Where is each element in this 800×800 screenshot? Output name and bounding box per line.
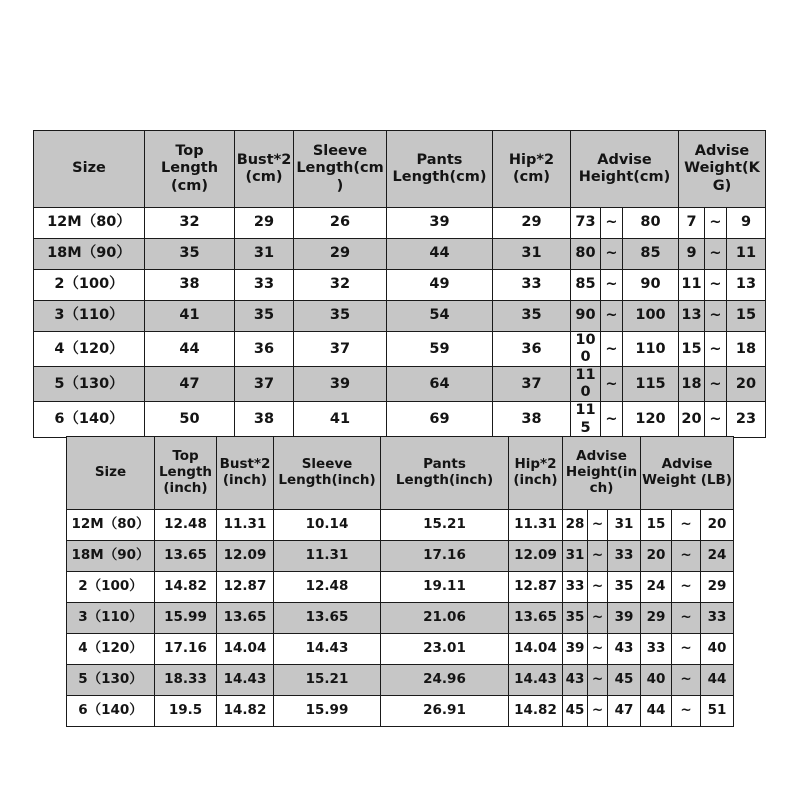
cell-bust2: 37 bbox=[235, 367, 294, 402]
cell-advise_weight-min: 11 bbox=[679, 270, 705, 301]
size-chart-cm-header bbox=[34, 131, 766, 208]
cell-advise_weight-min: 20 bbox=[641, 541, 672, 572]
column-header-hip2: Hip*2 (inch) bbox=[509, 437, 563, 510]
header-row bbox=[67, 437, 734, 510]
cell-advise_height-min: 33 bbox=[563, 572, 588, 603]
cell-advise_height-max: 35 bbox=[608, 572, 641, 603]
cell-hip2: 31 bbox=[493, 239, 571, 270]
cell-advise_height-min: 45 bbox=[563, 696, 588, 727]
cell-advise_weight-min: 40 bbox=[641, 665, 672, 696]
cell-advise_height-separator: ~ bbox=[588, 603, 608, 634]
cell-top_length: 14.82 bbox=[155, 572, 217, 603]
cell-hip2: 13.65 bbox=[509, 603, 563, 634]
cell-advise_weight-separator: ~ bbox=[672, 572, 701, 603]
cell-bust2: 14.04 bbox=[217, 634, 274, 665]
cell-pants_length: 64 bbox=[387, 367, 493, 402]
cell-sleeve_length: 29 bbox=[294, 239, 387, 270]
cell-advise_weight-max: 9 bbox=[727, 208, 766, 239]
cell-advise_height-max: 43 bbox=[608, 634, 641, 665]
cell-advise_height-separator: ~ bbox=[588, 572, 608, 603]
cell-size: 12M（80） bbox=[34, 208, 145, 239]
cell-hip2: 36 bbox=[493, 332, 571, 367]
cell-advise_weight-min: 15 bbox=[641, 510, 672, 541]
cell-pants_length: 26.91 bbox=[381, 696, 509, 727]
cell-advise_weight-max: 29 bbox=[701, 572, 734, 603]
cell-advise_weight-min: 18 bbox=[679, 367, 705, 402]
cell-advise_weight-min: 44 bbox=[641, 696, 672, 727]
column-header-size: Size bbox=[67, 437, 155, 510]
cell-advise_height-max: 47 bbox=[608, 696, 641, 727]
size-chart-inch-table bbox=[66, 436, 734, 727]
cell-advise_height-min: 31 bbox=[563, 541, 588, 572]
column-header-bust2: Bust*2 (inch) bbox=[217, 437, 274, 510]
cell-advise_height-min: 39 bbox=[563, 634, 588, 665]
cell-bust2: 12.87 bbox=[217, 572, 274, 603]
cell-advise_height-min: 85 bbox=[571, 270, 601, 301]
cell-advise_height-max: 45 bbox=[608, 665, 641, 696]
cell-hip2: 33 bbox=[493, 270, 571, 301]
cell-advise_weight-min: 15 bbox=[679, 332, 705, 367]
cell-top_length: 41 bbox=[145, 301, 235, 332]
cell-advise_weight-separator: ~ bbox=[672, 696, 701, 727]
cell-advise_height-separator: ~ bbox=[601, 402, 623, 437]
cell-pants_length: 23.01 bbox=[381, 634, 509, 665]
size-chart-inch-body bbox=[67, 510, 734, 727]
cell-advise_height-separator: ~ bbox=[601, 270, 623, 301]
cell-top_length: 38 bbox=[145, 270, 235, 301]
cell-advise_height-separator: ~ bbox=[588, 541, 608, 572]
table-row bbox=[67, 603, 734, 634]
cell-advise_height-min: 35 bbox=[563, 603, 588, 634]
cell-hip2: 14.43 bbox=[509, 665, 563, 696]
cell-pants_length: 39 bbox=[387, 208, 493, 239]
cell-advise_weight-min: 24 bbox=[641, 572, 672, 603]
cell-size: 3（110） bbox=[34, 301, 145, 332]
cell-advise_height-min: 80 bbox=[571, 239, 601, 270]
cell-pants_length: 54 bbox=[387, 301, 493, 332]
cell-hip2: 12.87 bbox=[509, 572, 563, 603]
cell-size: 2（100） bbox=[34, 270, 145, 301]
header-row bbox=[34, 131, 766, 208]
cell-advise_weight-max: 11 bbox=[727, 239, 766, 270]
cell-sleeve_length: 39 bbox=[294, 367, 387, 402]
cell-pants_length: 21.06 bbox=[381, 603, 509, 634]
cell-advise_weight-max: 15 bbox=[727, 301, 766, 332]
cell-pants_length: 59 bbox=[387, 332, 493, 367]
column-header-advise_weight: Advise Weight(KG) bbox=[679, 131, 766, 208]
table-row bbox=[67, 665, 734, 696]
cell-advise_weight-separator: ~ bbox=[672, 634, 701, 665]
cell-advise_weight-max: 44 bbox=[701, 665, 734, 696]
cell-size: 18M（90） bbox=[34, 239, 145, 270]
table-row bbox=[34, 301, 766, 332]
table-row bbox=[34, 270, 766, 301]
cell-bust2: 31 bbox=[235, 239, 294, 270]
column-header-pants_length: Pants Length(cm) bbox=[387, 131, 493, 208]
cell-advise_weight-max: 24 bbox=[701, 541, 734, 572]
cell-advise_weight-separator: ~ bbox=[672, 510, 701, 541]
cell-advise_height-min: 73 bbox=[571, 208, 601, 239]
cell-size: 5（130） bbox=[67, 665, 155, 696]
cell-advise_weight-max: 13 bbox=[727, 270, 766, 301]
cell-hip2: 29 bbox=[493, 208, 571, 239]
cell-size: 18M（90） bbox=[67, 541, 155, 572]
table-row bbox=[67, 510, 734, 541]
cell-top_length: 15.99 bbox=[155, 603, 217, 634]
table-row bbox=[34, 402, 766, 437]
cell-advise_height-separator: ~ bbox=[588, 510, 608, 541]
cell-advise_weight-separator: ~ bbox=[705, 208, 727, 239]
cell-sleeve_length: 37 bbox=[294, 332, 387, 367]
table-row bbox=[34, 208, 766, 239]
cell-bust2: 35 bbox=[235, 301, 294, 332]
cell-advise_weight-separator: ~ bbox=[705, 367, 727, 402]
table-row bbox=[67, 634, 734, 665]
cell-top_length: 32 bbox=[145, 208, 235, 239]
cell-advise_height-max: 80 bbox=[623, 208, 679, 239]
cell-advise_weight-min: 29 bbox=[641, 603, 672, 634]
table-row bbox=[67, 696, 734, 727]
cell-advise_height-min: 90 bbox=[571, 301, 601, 332]
cell-sleeve_length: 11.31 bbox=[274, 541, 381, 572]
cell-advise_weight-max: 18 bbox=[727, 332, 766, 367]
cell-sleeve_length: 13.65 bbox=[274, 603, 381, 634]
column-header-pants_length: Pants Length(inch) bbox=[381, 437, 509, 510]
cell-advise_height-max: 39 bbox=[608, 603, 641, 634]
cell-advise_weight-max: 33 bbox=[701, 603, 734, 634]
table-row bbox=[67, 572, 734, 603]
cell-hip2: 38 bbox=[493, 402, 571, 437]
cell-advise_height-max: 110 bbox=[623, 332, 679, 367]
column-header-advise_height: Advise Height(cm) bbox=[571, 131, 679, 208]
cell-advise_height-separator: ~ bbox=[588, 634, 608, 665]
cell-bust2: 38 bbox=[235, 402, 294, 437]
cell-top_length: 12.48 bbox=[155, 510, 217, 541]
cell-advise_weight-separator: ~ bbox=[705, 332, 727, 367]
cell-bust2: 12.09 bbox=[217, 541, 274, 572]
table-row bbox=[34, 332, 766, 367]
cell-hip2: 37 bbox=[493, 367, 571, 402]
column-header-top_length: Top Length (inch) bbox=[155, 437, 217, 510]
cell-sleeve_length: 41 bbox=[294, 402, 387, 437]
cell-advise_weight-min: 20 bbox=[679, 402, 705, 437]
cell-sleeve_length: 35 bbox=[294, 301, 387, 332]
cell-top_length: 18.33 bbox=[155, 665, 217, 696]
cell-advise_weight-separator: ~ bbox=[705, 301, 727, 332]
cell-advise_weight-separator: ~ bbox=[672, 541, 701, 572]
cell-top_length: 44 bbox=[145, 332, 235, 367]
column-header-advise_height: Advise Height(inch) bbox=[563, 437, 641, 510]
cell-bust2: 36 bbox=[235, 332, 294, 367]
cell-pants_length: 69 bbox=[387, 402, 493, 437]
cell-advise_weight-min: 7 bbox=[679, 208, 705, 239]
cell-advise_height-separator: ~ bbox=[588, 696, 608, 727]
cell-advise_weight-max: 20 bbox=[727, 367, 766, 402]
cell-size: 6（140） bbox=[67, 696, 155, 727]
cell-bust2: 11.31 bbox=[217, 510, 274, 541]
cell-advise_weight-max: 51 bbox=[701, 696, 734, 727]
column-header-advise_weight: Advise Weight (LB) bbox=[641, 437, 734, 510]
cell-sleeve_length: 32 bbox=[294, 270, 387, 301]
cell-advise_height-separator: ~ bbox=[601, 301, 623, 332]
cell-sleeve_length: 26 bbox=[294, 208, 387, 239]
table-row bbox=[34, 239, 766, 270]
column-header-size: Size bbox=[34, 131, 145, 208]
cell-hip2: 35 bbox=[493, 301, 571, 332]
cell-pants_length: 24.96 bbox=[381, 665, 509, 696]
cell-size: 3（110） bbox=[67, 603, 155, 634]
cell-top_length: 35 bbox=[145, 239, 235, 270]
cell-advise_height-separator: ~ bbox=[601, 239, 623, 270]
cell-advise_height-min: 110 bbox=[571, 367, 601, 402]
cell-size: 4（120） bbox=[67, 634, 155, 665]
column-header-sleeve_length: Sleeve Length(cm) bbox=[294, 131, 387, 208]
cell-advise_height-separator: ~ bbox=[601, 208, 623, 239]
table-row bbox=[67, 541, 734, 572]
size-chart-cm-table bbox=[33, 130, 766, 438]
cell-advise_weight-separator: ~ bbox=[705, 402, 727, 437]
cell-advise_height-min: 28 bbox=[563, 510, 588, 541]
cell-sleeve_length: 12.48 bbox=[274, 572, 381, 603]
cell-advise_height-separator: ~ bbox=[601, 332, 623, 367]
cell-sleeve_length: 15.21 bbox=[274, 665, 381, 696]
cell-advise_height-max: 90 bbox=[623, 270, 679, 301]
cell-advise_weight-separator: ~ bbox=[672, 665, 701, 696]
cell-size: 2（100） bbox=[67, 572, 155, 603]
size-chart-cm-body bbox=[34, 208, 766, 438]
cell-top_length: 50 bbox=[145, 402, 235, 437]
cell-top_length: 47 bbox=[145, 367, 235, 402]
cell-size: 6（140） bbox=[34, 402, 145, 437]
cell-size: 5（130） bbox=[34, 367, 145, 402]
table-row bbox=[34, 367, 766, 402]
cell-sleeve_length: 10.14 bbox=[274, 510, 381, 541]
cell-hip2: 14.04 bbox=[509, 634, 563, 665]
cell-bust2: 14.43 bbox=[217, 665, 274, 696]
cell-pants_length: 19.11 bbox=[381, 572, 509, 603]
cell-advise_height-max: 33 bbox=[608, 541, 641, 572]
size-chart-inch-header bbox=[67, 437, 734, 510]
cell-bust2: 29 bbox=[235, 208, 294, 239]
cell-top_length: 19.5 bbox=[155, 696, 217, 727]
cell-advise_weight-min: 33 bbox=[641, 634, 672, 665]
cell-advise_height-max: 100 bbox=[623, 301, 679, 332]
cell-bust2: 13.65 bbox=[217, 603, 274, 634]
column-header-bust2: Bust*2 (cm) bbox=[235, 131, 294, 208]
cell-advise_height-separator: ~ bbox=[601, 367, 623, 402]
cell-top_length: 13.65 bbox=[155, 541, 217, 572]
cell-top_length: 17.16 bbox=[155, 634, 217, 665]
cell-pants_length: 17.16 bbox=[381, 541, 509, 572]
cell-advise_weight-min: 13 bbox=[679, 301, 705, 332]
cell-advise_height-min: 115 bbox=[571, 402, 601, 437]
cell-advise_height-min: 43 bbox=[563, 665, 588, 696]
column-header-top_length: Top Length (cm) bbox=[145, 131, 235, 208]
cell-advise_weight-separator: ~ bbox=[705, 239, 727, 270]
cell-size: 4（120） bbox=[34, 332, 145, 367]
cell-hip2: 11.31 bbox=[509, 510, 563, 541]
cell-advise_weight-max: 20 bbox=[701, 510, 734, 541]
cell-hip2: 14.82 bbox=[509, 696, 563, 727]
cell-advise_height-max: 85 bbox=[623, 239, 679, 270]
cell-advise_weight-separator: ~ bbox=[705, 270, 727, 301]
cell-advise_weight-min: 9 bbox=[679, 239, 705, 270]
cell-hip2: 12.09 bbox=[509, 541, 563, 572]
cell-pants_length: 44 bbox=[387, 239, 493, 270]
cell-advise_weight-max: 40 bbox=[701, 634, 734, 665]
cell-size: 12M（80） bbox=[67, 510, 155, 541]
cell-bust2: 33 bbox=[235, 270, 294, 301]
column-header-sleeve_length: Sleeve Length(inch) bbox=[274, 437, 381, 510]
cell-pants_length: 49 bbox=[387, 270, 493, 301]
cell-advise_height-max: 31 bbox=[608, 510, 641, 541]
cell-sleeve_length: 15.99 bbox=[274, 696, 381, 727]
cell-sleeve_length: 14.43 bbox=[274, 634, 381, 665]
cell-advise_weight-separator: ~ bbox=[672, 603, 701, 634]
cell-pants_length: 15.21 bbox=[381, 510, 509, 541]
cell-advise_height-max: 120 bbox=[623, 402, 679, 437]
cell-advise_height-min: 100 bbox=[571, 332, 601, 367]
column-header-hip2: Hip*2 (cm) bbox=[493, 131, 571, 208]
cell-advise_height-separator: ~ bbox=[588, 665, 608, 696]
cell-advise_weight-max: 23 bbox=[727, 402, 766, 437]
cell-bust2: 14.82 bbox=[217, 696, 274, 727]
cell-advise_height-max: 115 bbox=[623, 367, 679, 402]
